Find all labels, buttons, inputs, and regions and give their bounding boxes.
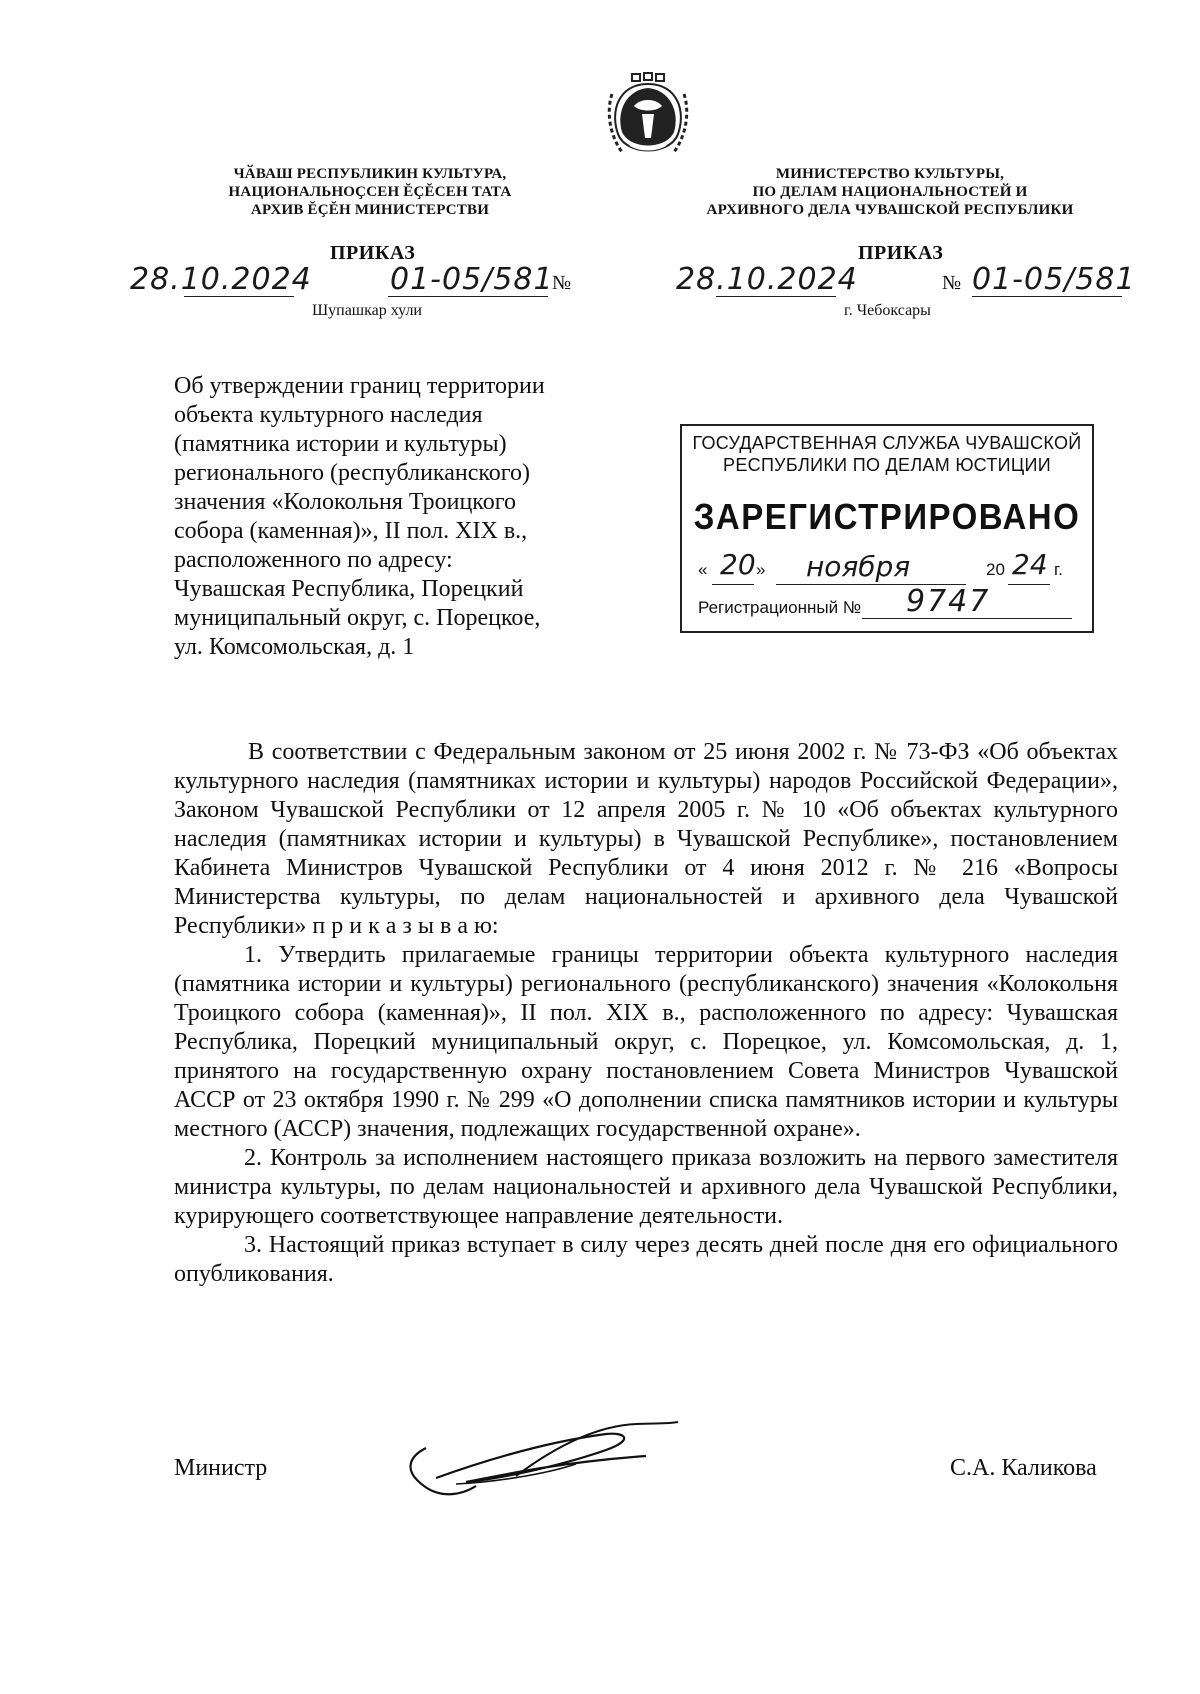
- left-org-line: НАЦИОНАЛЬНОҪСЕН ĔҪĔСЕН ТАТА: [228, 184, 512, 200]
- stamp-heading-line: ГОСУДАРСТВЕННАЯ СЛУЖБА ЧУВАШСКОЙ: [692, 433, 1082, 453]
- stamp-day-underline: [712, 584, 754, 585]
- title-line: муниципальный округ, с. Порецкое,: [174, 605, 541, 631]
- stamp-quote-open: «: [698, 560, 708, 579]
- body-item-3: 3. Настоящий приказ вступает в силу через десять дней после дня его официального опубликования.: [174, 1232, 1118, 1287]
- right-date-underline: [716, 296, 836, 297]
- stamp-year-unit: г.: [1054, 560, 1063, 579]
- title-line: значения «Колокольня Троицкого: [174, 489, 516, 515]
- body-item-2: 2. Контроль за исполнением настоящего приказа возложить на первого заместителя министра культуры, по делам национальностей и архивного дела Чувашской Республики, курирующего соответствующее направление деятельности.: [174, 1145, 1118, 1229]
- stamp-registered: ЗАРЕГИСТРИРОВАНО: [693, 496, 1081, 537]
- left-number: 01-05/581: [390, 262, 554, 297]
- right-org-name: [690, 165, 1090, 219]
- stamp-reg-label: Регистрационный №: [698, 598, 862, 617]
- left-org-line: ЧӐВАШ РЕСПУБЛИКИН КУЛЬТУРА,: [233, 166, 507, 182]
- title-line: регионального (республиканского): [174, 460, 531, 486]
- left-date: 28.10.2024: [130, 262, 312, 297]
- title-line: Чувашская Республика, Порецкий: [174, 576, 524, 602]
- left-prikaz-title: ПРИКАЗ: [330, 242, 416, 264]
- title-line: (памятника истории и культуры): [174, 431, 507, 457]
- handwritten-signature: [396, 1412, 686, 1512]
- right-date: 28.10.2024: [676, 262, 858, 297]
- right-org-line: МИНИСТЕРСТВО КУЛЬТУРЫ,: [775, 166, 1005, 182]
- left-number-underline: [388, 296, 548, 297]
- right-city: г. Чебоксары: [844, 302, 931, 319]
- left-city: Шупашкар хули: [312, 302, 422, 319]
- right-number-underline: [972, 296, 1122, 297]
- stamp-heading: [682, 432, 1092, 476]
- stamp-quote-close: »: [756, 560, 766, 579]
- body-item-1: 1. Утвердить прилагаемые границы территории объекта культурного наследия (памятника истории и культуры) регионального (республиканского) значения «Колокольня Троицкого собора (каменная)», II пол. XIX в., расположенного по адресу: Чувашская Республика, Порецкий муниципальный округ, с. Порецкое, ул. Комсомольская, д. 1, принятого на государственную охрану постановлением Совета Министров Чувашской АССР от 23 октября 1990 г. № 299 «О дополнении списка памятников истории и культуры местного (АССР) значения, подлежащих государственной охране».: [174, 942, 1118, 1142]
- title-line: собора (каменная)», II пол. XIX в.,: [174, 518, 528, 544]
- body-preamble: В соответствии с Федеральным законом от 25 июня 2002 г. № 73-ФЗ «Об объектах культурного наследия (памятниках истории и культуры) народов Российской Федерации», Законом Чувашской Республики от 12 апреля 2005 г. № 10 «Об объектах культурного наследия (памятниках истории и культуры) в Чувашской Республике», постановлением Кабинета Министров Чувашской Республики от 4 июня 2012 г. № 216 «Вопросы Министерства культуры, по делам национальностей и архивного дела Чувашской Республики» п р и к а з ы в а ю:: [174, 739, 1118, 939]
- right-number-sign: №: [942, 272, 962, 294]
- signer-name: С.А. Каликова: [950, 1455, 1097, 1481]
- stamp-heading-line: РЕСПУБЛИКИ ПО ДЕЛАМ ЮСТИЦИИ: [723, 455, 1051, 475]
- right-org-line: АРХИВНОГО ДЕЛА ЧУВАШСКОЙ РЕСПУБЛИКИ: [706, 202, 1074, 218]
- title-line: расположенного по адресу:: [174, 547, 453, 573]
- left-org-line: АРХИВ ĔҪĔН МИНИСТЕРСТВИ: [250, 202, 490, 218]
- stamp-reg-number: 9747: [906, 584, 991, 619]
- chuvash-emblem: [604, 72, 692, 168]
- title-line: ул. Комсомольская, д. 1: [174, 634, 415, 660]
- order-body: [174, 738, 1118, 1289]
- left-org-name: [170, 165, 570, 219]
- right-number: 01-05/581: [972, 262, 1136, 297]
- stamp-day: 20: [720, 548, 756, 581]
- left-number-sign: №: [552, 272, 572, 294]
- title-line: Об утверждении границ территории: [174, 373, 545, 399]
- stamp-month: ноября: [806, 550, 911, 583]
- stamp-year-prefix: 20: [986, 560, 1005, 579]
- title-line: объекта культурного наследия: [174, 402, 483, 428]
- registration-stamp: [680, 424, 1094, 633]
- right-prikaz-title: ПРИКАЗ: [858, 242, 944, 264]
- right-org-line: ПО ДЕЛАМ НАЦИОНАЛЬНОСТЕЙ И: [752, 184, 1028, 200]
- stamp-reg-underline: [862, 618, 1072, 619]
- stamp-year-underline: [1008, 584, 1050, 585]
- left-date-underline: [184, 296, 294, 297]
- signer-position: Министр: [174, 1455, 268, 1481]
- order-title: [174, 372, 606, 662]
- stamp-year: 24: [1012, 548, 1048, 581]
